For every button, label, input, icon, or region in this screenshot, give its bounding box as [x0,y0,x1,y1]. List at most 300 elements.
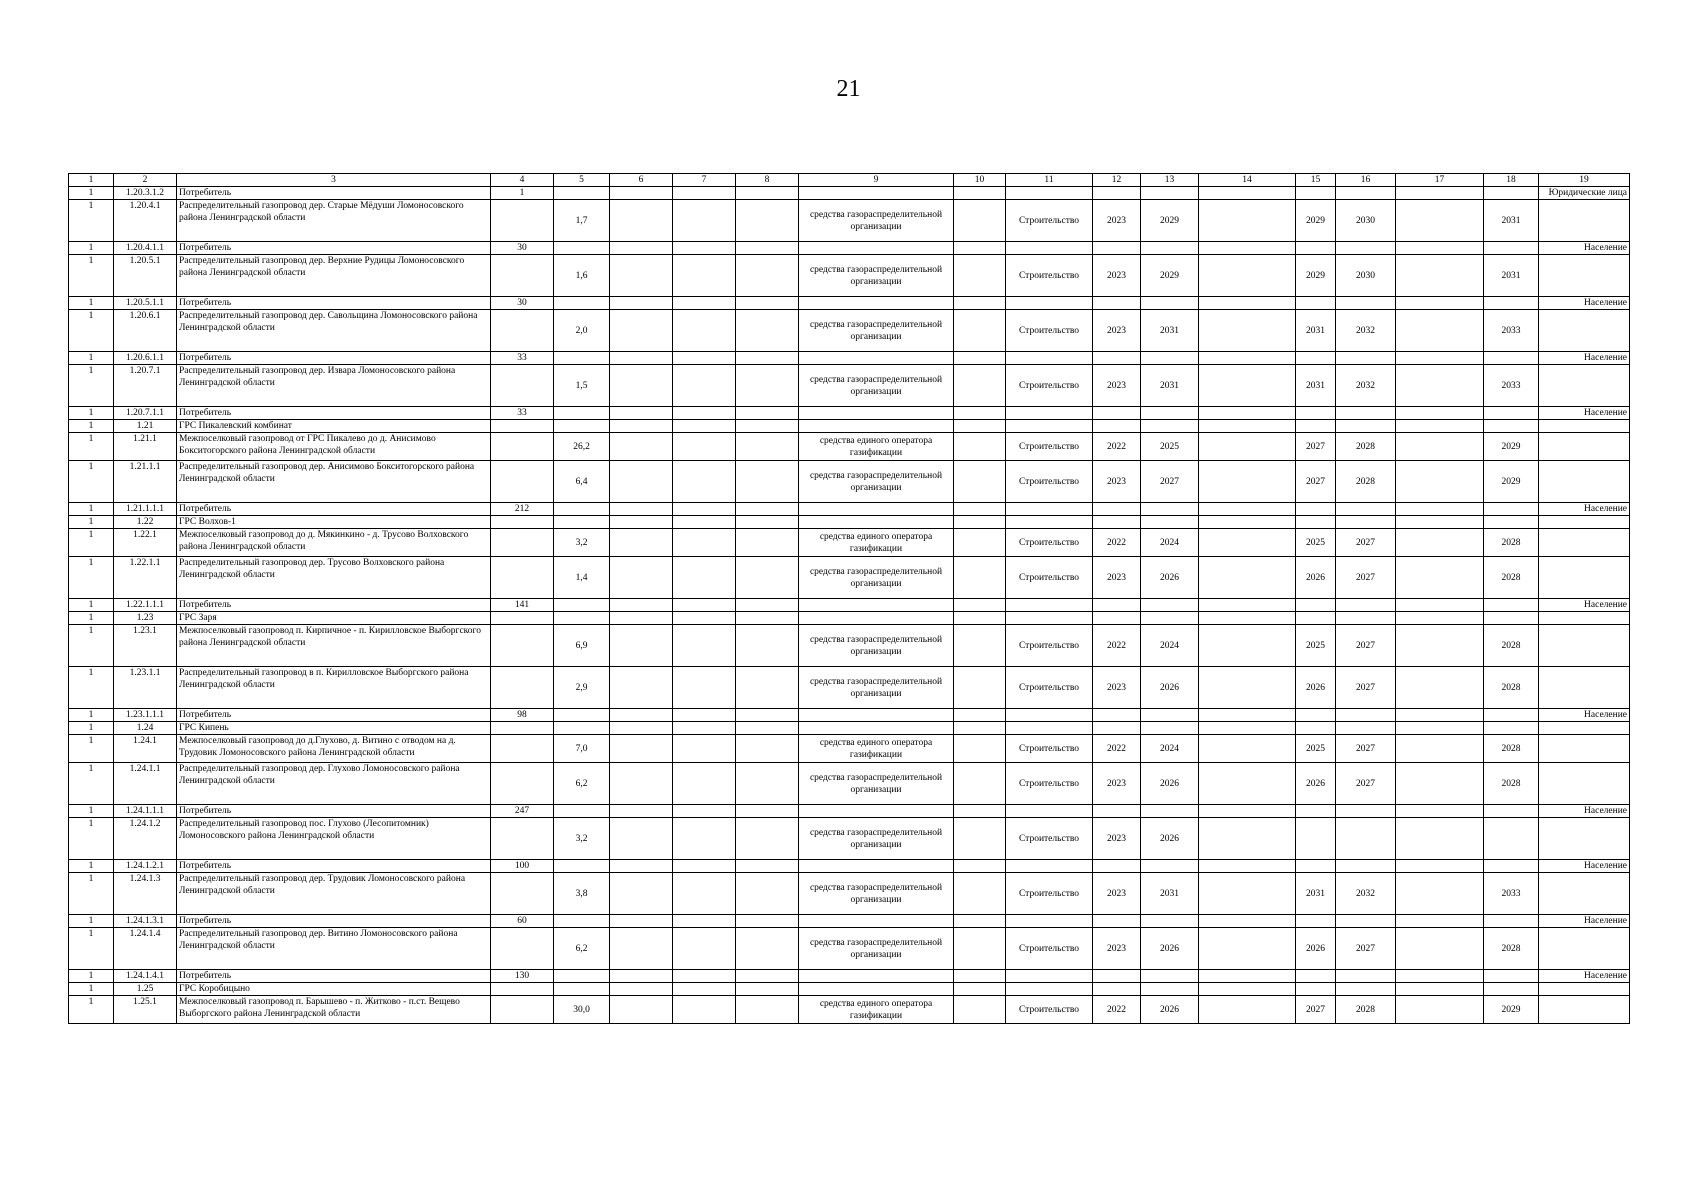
cell-col-1: 1 [69,625,114,667]
cell-col-14 [1199,310,1296,352]
cell-col-10 [954,200,1006,242]
table-row [69,612,1630,625]
cell-code: 1.20.4.1.1 [114,242,177,255]
cell-quantity: 212 [491,503,554,516]
cell-col-8 [736,503,799,516]
cell-funding-source: средства газораспределительной организации [799,873,954,915]
cell-col-17 [1396,625,1484,667]
cell-col-1: 1 [69,805,114,818]
table-row [69,255,1630,297]
cell-col-14 [1199,297,1296,310]
cell-col-8 [736,709,799,722]
cell-col-8 [736,915,799,928]
cell-end-year: 2026 [1141,996,1199,1024]
cell-col-17 [1396,407,1484,420]
cell-col-7 [673,625,736,667]
cell-col-7 [673,763,736,805]
cell-col-7 [673,407,736,420]
cell-col-6 [610,735,673,763]
cell-col-18 [1484,860,1539,873]
cell-name: Распределительный газопровод дер. Витино Ломоносовского района Ленинградской области [177,928,491,970]
cell-work-type [1006,860,1093,873]
cell-col-7 [673,860,736,873]
cell-col-7 [673,873,736,915]
cell-col-8 [736,860,799,873]
cell-col-10 [954,529,1006,557]
cell-end-year [1141,352,1199,365]
cell-consumer-type: Население [1539,860,1630,873]
cell-consumer-type: Население [1539,915,1630,928]
cell-start-year: 2023 [1093,667,1141,709]
cell-col-16 [1336,242,1396,255]
cell-name: Потребитель [177,187,491,200]
cell-quantity: 247 [491,805,554,818]
cell-col-7 [673,818,736,860]
cell-col-18 [1484,407,1539,420]
cell-col-14 [1199,529,1296,557]
cell-col-17 [1396,915,1484,928]
cell-col-1: 1 [69,612,114,625]
cell-col-1: 1 [69,352,114,365]
cell-col-14 [1199,873,1296,915]
cell-length: 3,8 [554,873,610,915]
cell-start-year: 2022 [1093,433,1141,461]
cell-col-6 [610,433,673,461]
cell-end-year [1141,420,1199,433]
cell-col-17 [1396,735,1484,763]
cell-col-18: 2028 [1484,763,1539,805]
cell-col-16: 2027 [1336,557,1396,599]
cell-quantity: 60 [491,915,554,928]
cell-col-10 [954,557,1006,599]
cell-col-6 [610,503,673,516]
column-header-13: 13 [1141,174,1199,187]
cell-col-7 [673,242,736,255]
cell-col-15 [1296,516,1336,529]
cell-code: 1.22.1 [114,529,177,557]
cell-consumer-type [1539,996,1630,1024]
cell-col-7 [673,722,736,735]
table-row [69,352,1630,365]
cell-length [554,516,610,529]
column-header-19: 19 [1539,174,1630,187]
cell-code: 1.20.7.1 [114,365,177,407]
table-row [69,310,1630,352]
cell-col-7 [673,557,736,599]
cell-code: 1.20.4.1 [114,200,177,242]
cell-col-16: 2028 [1336,996,1396,1024]
cell-col-18: 2028 [1484,625,1539,667]
cell-work-type [1006,352,1093,365]
cell-col-16: 2032 [1336,310,1396,352]
cell-work-type: Строительство [1006,873,1093,915]
cell-col-7 [673,420,736,433]
cell-col-18: 2033 [1484,873,1539,915]
cell-name: Потребитель [177,970,491,983]
cell-col-15 [1296,915,1336,928]
cell-quantity: 30 [491,297,554,310]
cell-col-6 [610,310,673,352]
cell-col-7 [673,970,736,983]
cell-col-1: 1 [69,529,114,557]
cell-col-17 [1396,970,1484,983]
cell-col-16: 2027 [1336,928,1396,970]
cell-col-14 [1199,503,1296,516]
cell-start-year: 2022 [1093,529,1141,557]
cell-col-14 [1199,860,1296,873]
cell-col-16: 2030 [1336,255,1396,297]
table-row [69,516,1630,529]
cell-col-6 [610,873,673,915]
cell-col-8 [736,242,799,255]
cell-quantity [491,200,554,242]
cell-col-14 [1199,763,1296,805]
cell-col-14 [1199,420,1296,433]
cell-col-15 [1296,297,1336,310]
cell-col-18: 2029 [1484,461,1539,503]
cell-end-year [1141,187,1199,200]
cell-col-10 [954,928,1006,970]
cell-work-type: Строительство [1006,996,1093,1024]
cell-start-year: 2023 [1093,310,1141,352]
cell-col-17 [1396,503,1484,516]
cell-col-10 [954,503,1006,516]
table-row [69,461,1630,503]
cell-name: Распределительный газопровод дер. Трусово Волховского района Ленинградской области [177,557,491,599]
cell-end-year: 2027 [1141,461,1199,503]
cell-consumer-type: Население [1539,503,1630,516]
cell-col-10 [954,310,1006,352]
cell-work-type [1006,599,1093,612]
cell-work-type [1006,983,1093,996]
cell-col-16 [1336,612,1396,625]
cell-name: Распределительный газопровод дер. Извара Ломоносовского района Ленинградской области [177,365,491,407]
cell-work-type: Строительство [1006,763,1093,805]
cell-col-1: 1 [69,420,114,433]
cell-work-type [1006,297,1093,310]
cell-consumer-type: Население [1539,709,1630,722]
table-row [69,763,1630,805]
cell-col-8 [736,625,799,667]
cell-code: 1.21.1 [114,433,177,461]
table-row [69,242,1630,255]
cell-col-15: 2025 [1296,625,1336,667]
table-row [69,722,1630,735]
cell-end-year [1141,297,1199,310]
cell-col-16 [1336,503,1396,516]
cell-col-1: 1 [69,735,114,763]
cell-col-7 [673,915,736,928]
cell-work-type: Строительство [1006,461,1093,503]
cell-consumer-type [1539,873,1630,915]
cell-consumer-type [1539,310,1630,352]
table-row [69,996,1630,1024]
table-row [69,297,1630,310]
cell-col-14 [1199,187,1296,200]
cell-work-type: Строительство [1006,557,1093,599]
cell-end-year: 2031 [1141,365,1199,407]
cell-col-7 [673,187,736,200]
cell-col-17 [1396,255,1484,297]
cell-quantity: 33 [491,407,554,420]
cell-col-18 [1484,805,1539,818]
cell-col-6 [610,996,673,1024]
cell-col-8 [736,420,799,433]
cell-col-1: 1 [69,433,114,461]
cell-col-8 [736,983,799,996]
cell-work-type [1006,516,1093,529]
cell-col-16 [1336,818,1396,860]
investment-program-table [68,173,1630,1024]
cell-col-17 [1396,612,1484,625]
cell-quantity [491,557,554,599]
cell-col-6 [610,200,673,242]
cell-end-year: 2029 [1141,255,1199,297]
cell-col-17 [1396,461,1484,503]
cell-name: Межпоселковый газопровод п. Кирпичное - п. Кирилловское Выборгского района Ленинградской области [177,625,491,667]
cell-col-18: 2029 [1484,996,1539,1024]
cell-col-17 [1396,873,1484,915]
cell-consumer-type [1539,200,1630,242]
cell-col-6 [610,709,673,722]
cell-col-10 [954,297,1006,310]
cell-funding-source: средства газораспределительной организации [799,928,954,970]
cell-col-17 [1396,200,1484,242]
cell-funding-source [799,612,954,625]
cell-quantity [491,818,554,860]
cell-work-type: Строительство [1006,667,1093,709]
cell-quantity: 130 [491,970,554,983]
cell-col-6 [610,928,673,970]
cell-funding-source [799,407,954,420]
cell-col-6 [610,818,673,860]
cell-work-type [1006,722,1093,735]
cell-name: Межпоселковый газопровод до д.Глухово, д. Витино с отводом на д. Трудовик Ломоносовского района Ленинградской области [177,735,491,763]
cell-consumer-type [1539,625,1630,667]
cell-length [554,612,610,625]
cell-col-14 [1199,200,1296,242]
cell-col-1: 1 [69,818,114,860]
cell-col-14 [1199,983,1296,996]
cell-consumer-type [1539,420,1630,433]
cell-quantity: 30 [491,242,554,255]
cell-code: 1.22 [114,516,177,529]
cell-name: Потребитель [177,503,491,516]
cell-end-year: 2024 [1141,625,1199,667]
column-header-17: 17 [1396,174,1484,187]
cell-code: 1.24.1.2.1 [114,860,177,873]
cell-col-15: 2031 [1296,365,1336,407]
table-row [69,420,1630,433]
cell-col-16: 2028 [1336,461,1396,503]
cell-end-year [1141,805,1199,818]
cell-consumer-type [1539,983,1630,996]
cell-col-10 [954,996,1006,1024]
cell-col-10 [954,516,1006,529]
cell-consumer-type [1539,667,1630,709]
cell-col-1: 1 [69,187,114,200]
cell-end-year [1141,242,1199,255]
cell-col-15 [1296,420,1336,433]
cell-consumer-type [1539,255,1630,297]
cell-col-6 [610,187,673,200]
cell-col-16 [1336,352,1396,365]
cell-start-year [1093,420,1141,433]
cell-length [554,709,610,722]
cell-length: 7,0 [554,735,610,763]
cell-col-18 [1484,818,1539,860]
column-number-header [69,174,1630,187]
cell-col-6 [610,612,673,625]
cell-length [554,915,610,928]
cell-funding-source: средства газораспределительной организации [799,763,954,805]
cell-work-type [1006,805,1093,818]
cell-col-6 [610,420,673,433]
cell-col-1: 1 [69,407,114,420]
cell-quantity [491,612,554,625]
cell-code: 1.24.1.3.1 [114,915,177,928]
cell-consumer-type: Население [1539,242,1630,255]
cell-col-15 [1296,818,1336,860]
cell-consumer-type [1539,433,1630,461]
cell-col-8 [736,187,799,200]
cell-funding-source [799,970,954,983]
cell-code: 1.21.1.1.1 [114,503,177,516]
cell-col-8 [736,996,799,1024]
cell-col-7 [673,433,736,461]
cell-code: 1.20.5.1.1 [114,297,177,310]
cell-col-17 [1396,818,1484,860]
cell-funding-source [799,352,954,365]
cell-code: 1.20.7.1.1 [114,407,177,420]
cell-col-14 [1199,557,1296,599]
cell-name: Потребитель [177,805,491,818]
table-row [69,818,1630,860]
cell-code: 1.20.6.1 [114,310,177,352]
table-row [69,625,1630,667]
cell-col-17 [1396,667,1484,709]
table-row [69,557,1630,599]
cell-col-15 [1296,805,1336,818]
cell-funding-source [799,915,954,928]
cell-length [554,805,610,818]
cell-col-1: 1 [69,310,114,352]
cell-col-8 [736,516,799,529]
cell-col-14 [1199,612,1296,625]
cell-col-18: 2029 [1484,433,1539,461]
cell-col-15 [1296,709,1336,722]
cell-col-15 [1296,983,1336,996]
cell-start-year: 2023 [1093,763,1141,805]
cell-col-17 [1396,297,1484,310]
cell-start-year: 2023 [1093,255,1141,297]
cell-col-17 [1396,763,1484,805]
cell-code: 1.20.5.1 [114,255,177,297]
cell-end-year [1141,612,1199,625]
cell-col-1: 1 [69,860,114,873]
cell-consumer-type [1539,612,1630,625]
cell-funding-source [799,503,954,516]
cell-code: 1.24.1.1.1 [114,805,177,818]
cell-col-14 [1199,970,1296,983]
cell-col-16 [1336,599,1396,612]
cell-col-14 [1199,433,1296,461]
cell-quantity [491,873,554,915]
cell-col-18: 2031 [1484,255,1539,297]
cell-name: Распределительный газопровод дер. Верхние Рудицы Ломоносовского района Ленинградской области [177,255,491,297]
cell-col-18 [1484,599,1539,612]
cell-consumer-type [1539,928,1630,970]
cell-col-18 [1484,983,1539,996]
cell-name: Распределительный газопровод дер. Глухово Ломоносовского района Ленинградской области [177,763,491,805]
cell-work-type: Строительство [1006,625,1093,667]
cell-col-18 [1484,242,1539,255]
cell-col-10 [954,420,1006,433]
cell-end-year [1141,503,1199,516]
cell-name: Потребитель [177,407,491,420]
table-row [69,983,1630,996]
cell-start-year [1093,599,1141,612]
cell-col-1: 1 [69,873,114,915]
cell-col-6 [610,763,673,805]
cell-col-15: 2027 [1296,433,1336,461]
cell-end-year: 2026 [1141,667,1199,709]
cell-col-18: 2028 [1484,928,1539,970]
cell-col-16: 2027 [1336,625,1396,667]
cell-end-year: 2026 [1141,928,1199,970]
cell-funding-source [799,187,954,200]
cell-length [554,722,610,735]
column-header-14: 14 [1199,174,1296,187]
cell-name: Потребитель [177,352,491,365]
cell-code: 1.24.1.3 [114,873,177,915]
cell-funding-source: средства газораспределительной организации [799,365,954,407]
cell-quantity [491,433,554,461]
cell-name: Потребитель [177,297,491,310]
cell-col-18 [1484,297,1539,310]
cell-consumer-type [1539,365,1630,407]
cell-col-18 [1484,503,1539,516]
cell-quantity [491,928,554,970]
cell-col-8 [736,433,799,461]
cell-code: 1.22.1.1.1 [114,599,177,612]
cell-col-7 [673,735,736,763]
table-row [69,503,1630,516]
cell-quantity [491,722,554,735]
cell-consumer-type [1539,722,1630,735]
cell-col-7 [673,996,736,1024]
cell-funding-source: средства газораспределительной организации [799,667,954,709]
cell-funding-source [799,297,954,310]
cell-col-16 [1336,915,1396,928]
cell-col-16 [1336,407,1396,420]
cell-length [554,599,610,612]
cell-col-7 [673,667,736,709]
cell-code: 1.24.1.1 [114,763,177,805]
cell-funding-source: средства газораспределительной организации [799,310,954,352]
cell-col-7 [673,805,736,818]
cell-col-6 [610,970,673,983]
cell-length [554,970,610,983]
cell-col-17 [1396,599,1484,612]
cell-col-10 [954,625,1006,667]
cell-col-10 [954,433,1006,461]
cell-col-7 [673,529,736,557]
cell-end-year: 2026 [1141,557,1199,599]
cell-consumer-type: Население [1539,599,1630,612]
cell-col-14 [1199,805,1296,818]
cell-col-8 [736,200,799,242]
